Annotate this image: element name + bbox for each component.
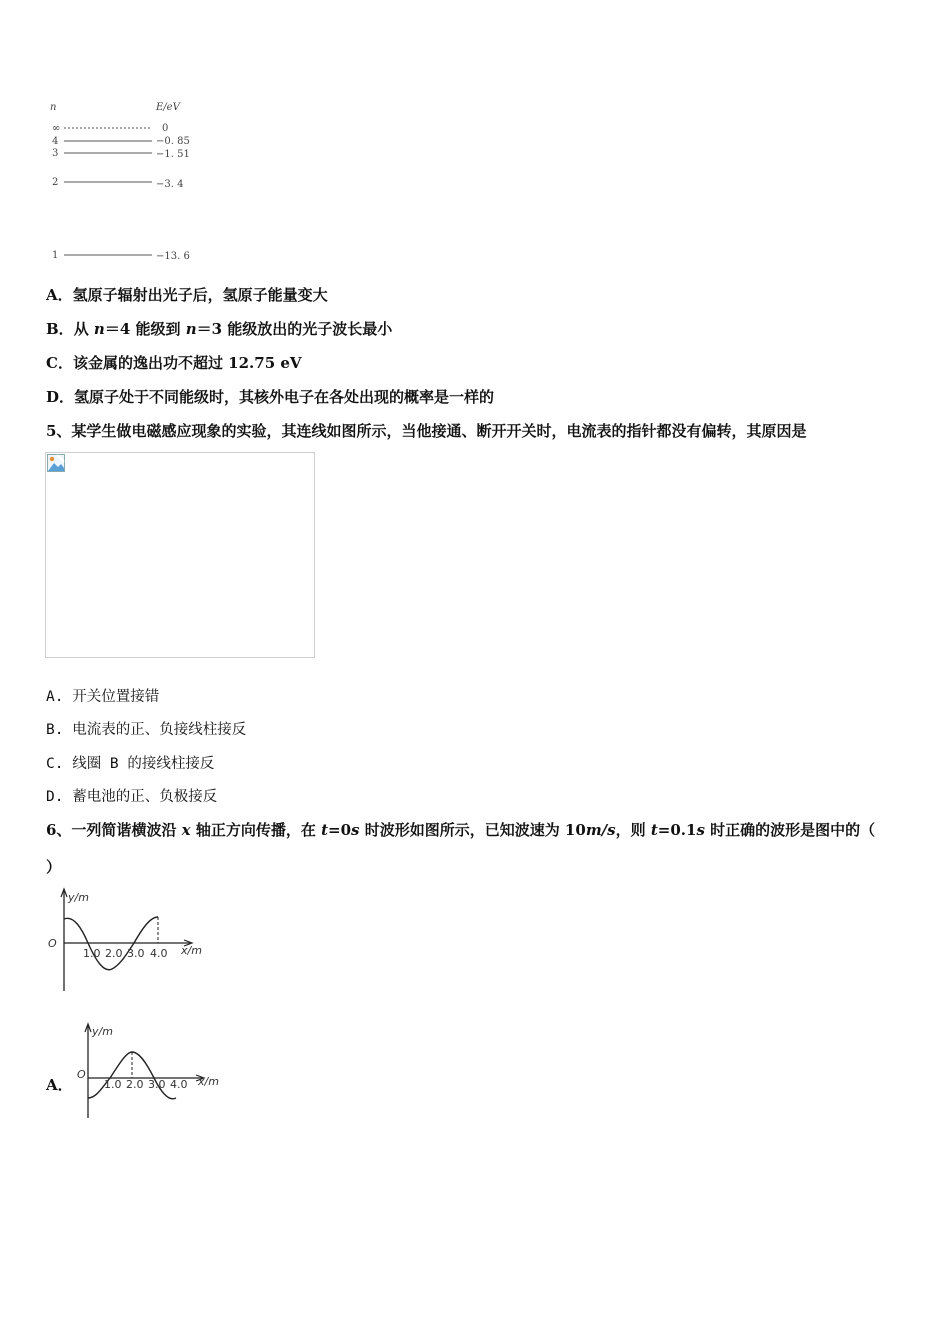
- q6-stem-text-7: 时正确的波形是图中的（: [704, 821, 876, 839]
- q6-stem-var-s2: s: [696, 821, 705, 839]
- q6-stem-var-t2: t: [650, 821, 658, 839]
- q4-option-d-label: D．: [46, 388, 75, 406]
- q4-option-b-label: B．: [46, 320, 74, 338]
- q4-option-c-text: 该金属的逸出功不超过 12.75 eV: [72, 354, 302, 372]
- q4-option-b-text-1: 从: [73, 320, 94, 338]
- q6-stem-text-1: 6、一列简谐横波沿: [46, 821, 182, 839]
- n-header: n: [50, 102, 57, 113]
- q6-stem-close: ）: [46, 858, 62, 876]
- q6-stem-text-4: 时波形如图所示，已知波速为 10: [359, 821, 586, 839]
- q5-option-b: B. 电流表的正、负接线柱接反: [46, 722, 247, 738]
- level-n-2: 2: [52, 177, 59, 188]
- wave-graph-y-label: y/m: [68, 891, 89, 904]
- q5-stem: 5、某学生做电磁感应现象的实验，其连线如图所示，当他接通、断开开关时，电流表的指针都没有偏转，其原因是: [46, 422, 807, 440]
- q6-stem-var-s1: s: [351, 821, 360, 839]
- e-header: E/eV: [156, 102, 180, 113]
- q6-stem-text-5: ，则: [615, 821, 651, 839]
- q6-stem-text-2: 轴正方向传播，在: [190, 821, 322, 839]
- option-a-tick-2: 2.0: [126, 1078, 144, 1091]
- q5-option-c: C. 线圈 B 的接线柱接反: [46, 756, 215, 772]
- level-e-2: −3. 4: [156, 179, 184, 190]
- option-a-origin: O: [77, 1068, 86, 1081]
- wave-graph-x-label: x/m: [181, 944, 202, 957]
- q6-stem-text-3: =0: [328, 821, 352, 839]
- level-e-1: −13. 6: [156, 251, 190, 262]
- q4-option-d-text: 氢原子处于不同能级时，其核外电子在各处出现的概率是一样的: [74, 388, 495, 406]
- q4-option-a: [46, 285, 328, 305]
- wave-graph-tick-4: 4.0: [150, 947, 168, 960]
- q5-option-d: D. 蓄电池的正、负极接反: [46, 789, 218, 805]
- q4-option-c: [46, 353, 302, 373]
- wave-graph-origin: O: [48, 937, 57, 950]
- broken-image-icon: [47, 454, 65, 472]
- option-a-y-label: y/m: [92, 1025, 113, 1038]
- wave-graph-tick-2: 2.0: [105, 947, 123, 960]
- level-n-1: 1: [52, 250, 59, 261]
- option-a-tick-1: 1.0: [104, 1078, 122, 1091]
- level-e-4: −0. 85: [156, 136, 190, 147]
- q4-option-b: [46, 319, 392, 339]
- option-a-tick-4: 4.0: [170, 1078, 188, 1091]
- level-n-3: 3: [52, 148, 59, 159]
- q4-option-a-label: A．: [46, 286, 73, 304]
- wave-graph-t0: [44, 885, 214, 995]
- wave-graph-tick-3: 3.0: [127, 947, 145, 960]
- option-a-tick-3: 3.0: [148, 1078, 166, 1091]
- level-n-4: 4: [52, 136, 59, 147]
- q4-option-b-var-1: n: [93, 320, 105, 338]
- q6-option-a-label: A．: [46, 1076, 73, 1094]
- level-e-inf: 0: [162, 123, 169, 134]
- q5-option-a: A. 开关位置接错: [46, 689, 160, 705]
- q4-option-c-label: C．: [46, 354, 73, 372]
- q6-stem: [46, 820, 875, 840]
- q4-option-a-text: 氢原子辐射出光子后，氢原子能量变大: [72, 286, 328, 304]
- q4-option-b-var-2: n: [185, 320, 197, 338]
- q6-stem-var-x: x: [181, 821, 191, 839]
- q6-stem-var-ms: m/s: [585, 821, 616, 839]
- q4-option-b-text-2: ＝4 能级到: [104, 320, 186, 338]
- q4-option-b-text-3: ＝3 能级放出的光子波长最小: [196, 320, 393, 338]
- q6-stem-var-t1: t: [321, 821, 329, 839]
- wave-graph-option-a: [72, 1020, 232, 1122]
- q6-stem-text-6: =0.1: [657, 821, 697, 839]
- option-a-x-label: x/m: [198, 1075, 219, 1088]
- wave-graph-tick-1: 1.0: [83, 947, 101, 960]
- q4-option-d: [46, 387, 494, 407]
- level-n-inf: ∞: [52, 123, 61, 134]
- energy-level-diagram: [44, 96, 204, 268]
- broken-image-placeholder: [45, 452, 315, 658]
- level-e-3: −1. 51: [156, 149, 190, 160]
